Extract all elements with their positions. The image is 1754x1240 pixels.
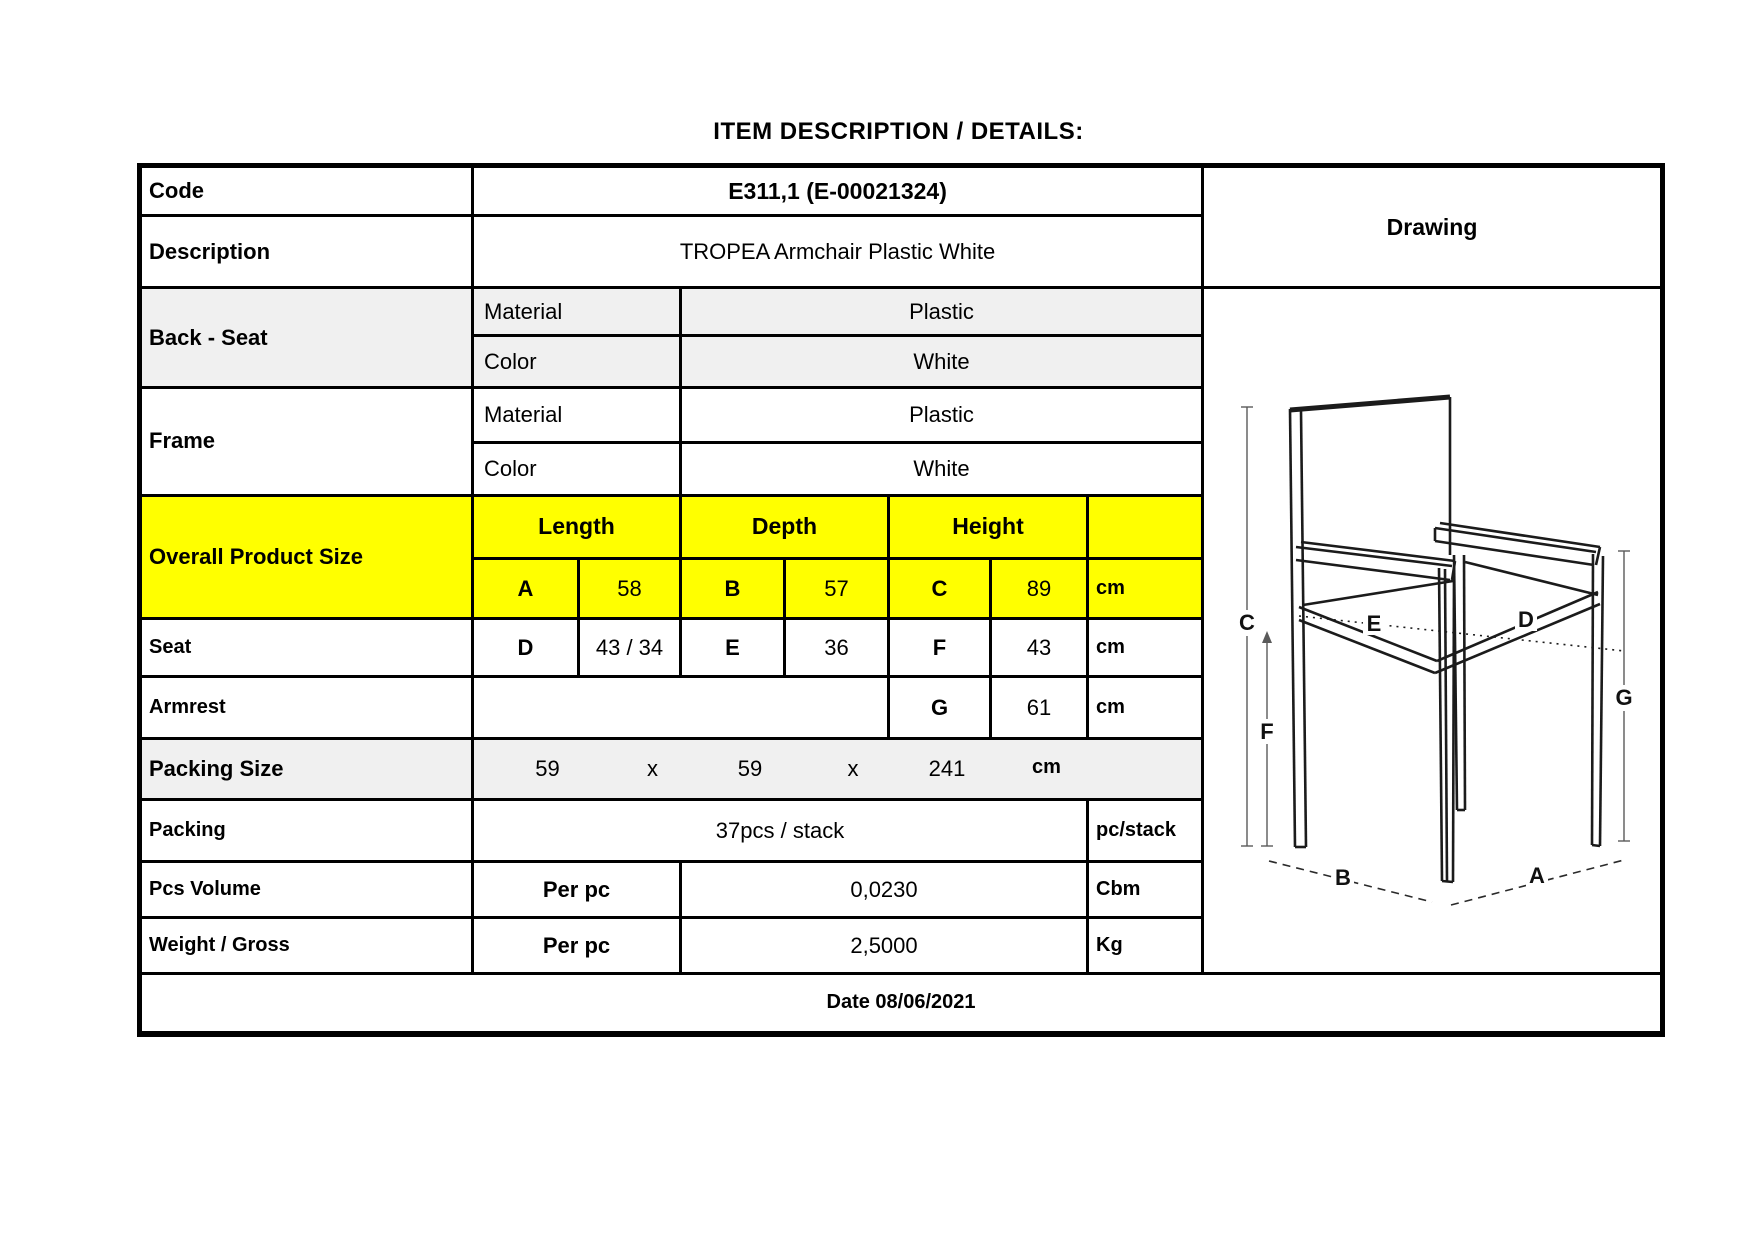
dim-d-key: D	[473, 619, 579, 677]
frame-material-label: Material	[473, 388, 681, 443]
dim-f-key: F	[889, 619, 991, 677]
dim-label-e: E	[1366, 611, 1382, 636]
packing-size-values	[473, 739, 1203, 800]
dim-e-value: 36	[785, 619, 889, 677]
packing-size-unit: cm	[1032, 756, 1061, 778]
back-seat-color-label: Color	[473, 336, 681, 388]
pcs-volume-label: Pcs Volume	[140, 862, 473, 918]
chair-drawing	[1204, 289, 1663, 966]
dim-b-value: 57	[785, 559, 889, 619]
armrest-spacer	[473, 677, 889, 739]
packing-size-v2: 59	[737, 756, 763, 781]
packing-value: 37pcs / stack	[473, 800, 1088, 862]
back-seat-material-label: Material	[473, 288, 681, 336]
packing-size-v3: 241	[928, 756, 966, 781]
dim-label-g: G	[1615, 685, 1633, 710]
dim-label-a: A	[1529, 863, 1545, 888]
drawing-header: Drawing	[1203, 166, 1663, 288]
dim-g-value: 61	[991, 677, 1088, 739]
dim-label-c: C	[1239, 610, 1255, 635]
armrest-unit: cm	[1088, 677, 1203, 739]
code-value: E311,1 (E-00021324)	[473, 166, 1203, 216]
armrest-label: Armrest	[140, 677, 473, 739]
packing-size-v1: 59	[535, 756, 560, 781]
packing-size-x2: x	[847, 756, 859, 781]
packing-label: Packing	[140, 800, 473, 862]
overall-size-label: Overall Product Size	[140, 495, 473, 619]
length-header: Length	[473, 495, 681, 559]
dim-d-value: 43 / 34	[579, 619, 681, 677]
dim-g-key: G	[889, 677, 991, 739]
description-label: Description	[140, 216, 473, 288]
frame-material-value: Plastic	[681, 388, 1203, 443]
packing-size-x1: x	[647, 756, 658, 781]
unit-header-spacer	[1088, 495, 1203, 559]
description-value: TROPEA Armchair Plastic White	[473, 216, 1203, 288]
seat-unit: cm	[1088, 619, 1203, 677]
dim-c-value: 89	[991, 559, 1088, 619]
pcs-volume-value: 0,0230	[681, 862, 1088, 918]
frame-color-label: Color	[473, 442, 681, 495]
weight-label: Weight / Gross	[140, 918, 473, 974]
weight-value: 2,5000	[681, 918, 1088, 974]
frame-label: Frame	[140, 388, 473, 496]
overall-unit: cm	[1088, 559, 1203, 619]
back-seat-label: Back - Seat	[140, 288, 473, 388]
pcs-volume-per: Per pc	[473, 862, 681, 918]
dim-a-value: 58	[579, 559, 681, 619]
dim-a-key: A	[473, 559, 579, 619]
arrow-up-icon	[1262, 631, 1272, 643]
code-label: Code	[140, 166, 473, 216]
packing-unit: pc/stack	[1088, 800, 1203, 862]
dim-f-value: 43	[991, 619, 1088, 677]
back-seat-color-value: White	[681, 336, 1203, 388]
dim-e-key: E	[681, 619, 785, 677]
drawing-cell	[1203, 288, 1663, 974]
packing-size-label: Packing Size	[140, 739, 473, 800]
frame-color-value: White	[681, 442, 1203, 495]
weight-unit: Kg	[1088, 918, 1203, 974]
dim-label-d: D	[1518, 607, 1534, 632]
dim-c-key: C	[889, 559, 991, 619]
depth-header: Depth	[681, 495, 889, 559]
dim-label-b: B	[1335, 865, 1351, 890]
seat-label: Seat	[140, 619, 473, 677]
page-title: ITEM DESCRIPTION / DETAILS:	[713, 118, 1084, 145]
weight-per: Per pc	[473, 918, 681, 974]
height-header: Height	[889, 495, 1088, 559]
back-seat-material-value: Plastic	[681, 288, 1203, 336]
dim-label-f: F	[1260, 719, 1274, 744]
spec-table	[137, 163, 1665, 1037]
date-row: Date 08/06/2021	[140, 974, 1663, 1034]
pcs-volume-unit: Cbm	[1088, 862, 1203, 918]
dim-b-key: B	[681, 559, 785, 619]
